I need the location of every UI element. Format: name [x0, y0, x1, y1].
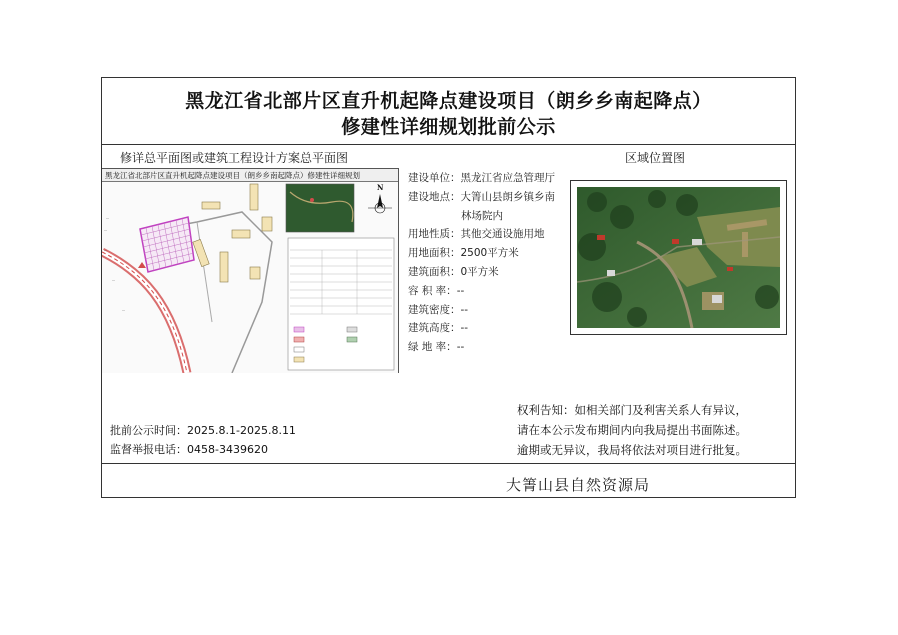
location-map-frame	[570, 180, 787, 335]
project-info	[408, 169, 555, 357]
info-row: 绿 地 率： --	[408, 341, 465, 354]
footer-divider	[102, 463, 795, 464]
info-row: 用地性质： 其他交通设施用地	[408, 228, 545, 241]
svg-text:···: ···	[104, 249, 108, 253]
issuer-signature: 大箐山县自然资源局	[506, 476, 651, 494]
svg-text:···: ···	[104, 229, 108, 233]
info-row: 容 积 率： --	[408, 284, 465, 297]
info-row: 用地面积： 2500平方米	[408, 247, 519, 260]
info-row: 建筑面积： 0平方米	[408, 265, 499, 278]
info-row: 建设地点： 大箐山县朗乡镇乡南	[408, 190, 555, 203]
north-label: N	[377, 183, 384, 192]
rights-line1: 权利告知：如相关部门及利害关系人有异议，	[517, 403, 747, 417]
title-line1: 黑龙江省北部片区直升机起降点建设项目（朗乡乡南起降点）	[185, 90, 712, 112]
site-plan-drawing	[102, 168, 399, 373]
info-row: 林场院内	[461, 209, 503, 222]
aerial-photo	[577, 187, 780, 328]
site-grid	[140, 217, 194, 272]
notice-board	[101, 77, 796, 498]
notice-phone: 监督举报电话：0458-3439620	[110, 443, 268, 456]
info-row: 建筑高度： --	[408, 322, 469, 335]
site-plan-svg	[102, 182, 398, 373]
plan-heading: 修详总平面图或建筑工程设计方案总平面图	[120, 151, 349, 165]
rights-line3: 逾期或无异议，我局将依法对项目进行批复。	[517, 443, 747, 457]
title-line2: 修建性详细规划批前公示	[341, 116, 556, 138]
svg-text:···: ···	[112, 279, 116, 283]
plan-banner: 黑龙江省北部片区直升机起降点建设项目（朗乡乡南起降点）修建性详细规划	[102, 169, 398, 182]
svg-text:···: ···	[122, 309, 126, 313]
info-row: 建设单位： 黑龙江省应急管理厅	[408, 172, 555, 184]
title-divider	[102, 144, 795, 145]
north-arrow-icon	[368, 194, 392, 213]
svg-text:···: ···	[106, 217, 110, 221]
info-row: 建筑密度： --	[408, 303, 469, 316]
location-heading: 区域位置图	[625, 151, 686, 165]
rights-line2: 请在本公示发布期间内向我局提出书面陈述。	[517, 423, 747, 437]
notice-period: 批前公示时间：2025.8.1-2025.8.11	[110, 424, 296, 437]
